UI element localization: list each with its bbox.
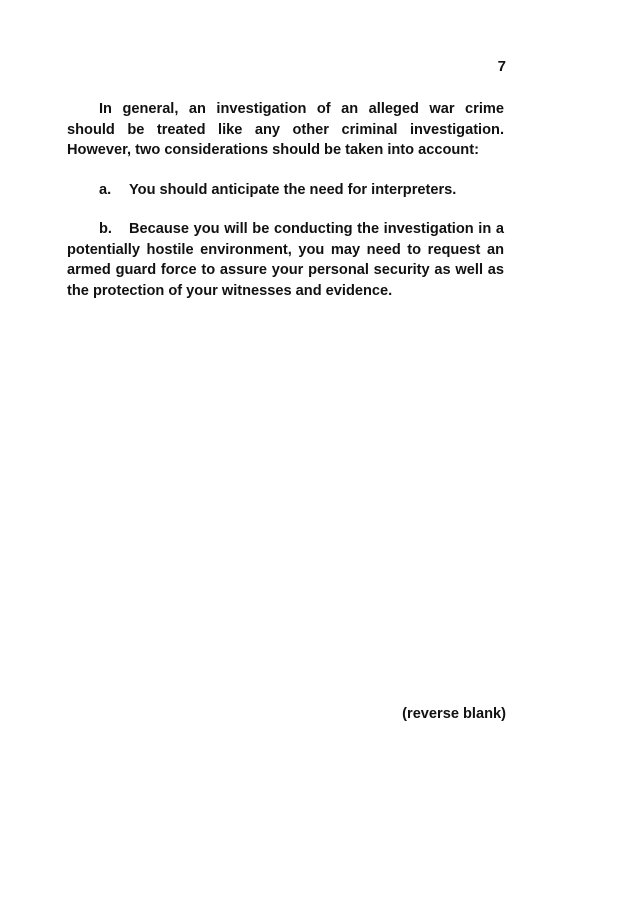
reverse-blank-note: (reverse blank) xyxy=(402,706,506,722)
list-item xyxy=(67,219,504,301)
list-item-label: a. xyxy=(99,181,112,198)
body-text xyxy=(67,99,504,301)
list-item-text: Because you will be conducting the investigation in a potentially hostile environment, you may need to request an armed guard force to assure your personal security as well as the protection of your witnesses and evidence. xyxy=(67,221,504,299)
list-item xyxy=(67,180,504,201)
list-item-label: b. xyxy=(99,221,112,237)
intro-paragraph: In general, an investigation of an alleged war crime should be treated like any other criminal investigation. However, two considerations should be taken into account: xyxy=(67,101,504,158)
page-number: 7 xyxy=(497,58,506,75)
list-item-text: You should anticipate the need for interpreters. xyxy=(129,181,457,198)
